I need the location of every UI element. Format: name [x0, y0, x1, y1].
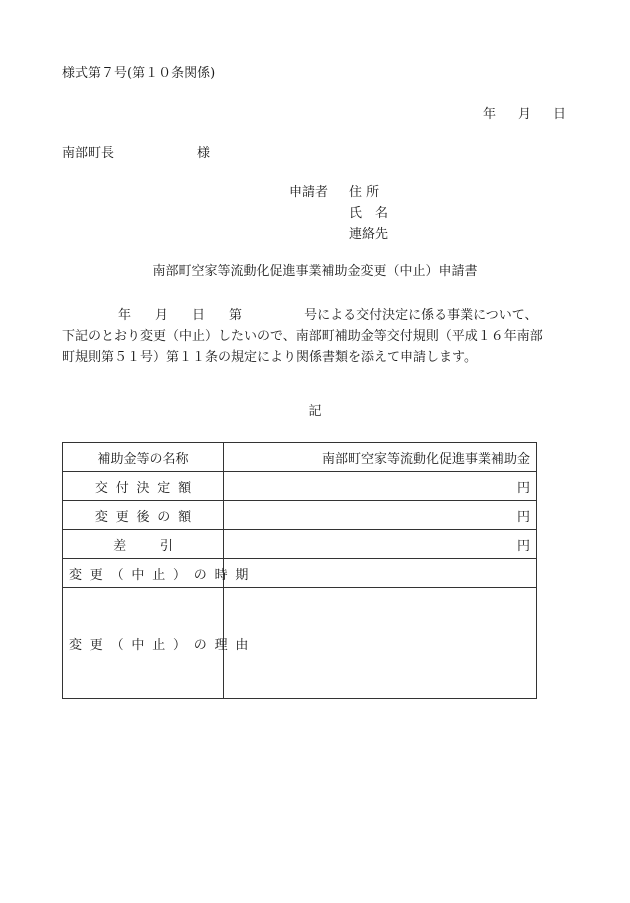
row-value-change-reason [224, 588, 537, 699]
details-table [62, 442, 537, 699]
date-line [483, 108, 566, 121]
addressee-honorific: 様 [197, 146, 211, 161]
date-month-label: 月 [517, 107, 531, 122]
table-row [63, 559, 537, 588]
body-line-3: 町規則第５１号）第１１条の規定により関係書類を添えて申請します。 [62, 350, 477, 365]
row-label-changed-amount-text: 変更後の額 [94, 509, 199, 525]
body-paragraph [62, 305, 572, 368]
date-day-label: 日 [552, 107, 566, 122]
name-label: 氏 名 [349, 206, 389, 221]
table-row [63, 472, 537, 501]
row-value-subsidy-name: 南部町空家等流動化促進事業補助金 [224, 443, 537, 472]
row-label-change-timing [63, 559, 257, 588]
applicant-label: 申請者 [289, 185, 329, 200]
row-label-difference [63, 530, 224, 559]
body-line-1 [62, 305, 572, 326]
row-value-changed-amount: 円 [224, 501, 537, 530]
form-number: 様式第７号(第１０条関係) [62, 66, 216, 81]
table-row [63, 501, 537, 530]
body-year-label: 年 [118, 308, 132, 323]
table-row [63, 443, 537, 472]
row-label-change-timing-text: 変更（中止）の時期 [69, 567, 257, 583]
row-label-change-reason-text: 変更（中止）の理由 [69, 637, 257, 653]
row-value-difference: 円 [224, 530, 537, 559]
body-day-label: 日 [192, 308, 206, 323]
date-year-label: 年 [482, 107, 496, 122]
document-title: 南部町空家等流動化促進事業補助金変更（中止）申請書 [152, 264, 478, 279]
table-row [63, 530, 537, 559]
contact-label: 連絡先 [349, 227, 389, 242]
body-dai-label: 第 [229, 308, 243, 323]
body-line-1-text: 号による交付決定に係る事業について、 [304, 308, 538, 323]
row-value-granted-amount: 円 [224, 472, 537, 501]
body-month-label: 月 [155, 308, 169, 323]
row-label-changed-amount [63, 501, 224, 530]
table-row [63, 588, 537, 699]
row-label-difference-text: 差引 [113, 538, 207, 554]
row-label-granted-amount-text: 交付決定額 [94, 480, 199, 496]
row-value-change-timing [224, 559, 537, 588]
address-label: 住 所 [349, 185, 380, 200]
row-label-subsidy-name: 補助金等の名称 [63, 443, 224, 472]
body-line-2: 下記のとおり変更（中止）したいので、南部町補助金等交付規則（平成１６年南部 [62, 329, 543, 344]
addressee-name: 南部町長 [62, 146, 115, 161]
row-label-granted-amount [63, 472, 224, 501]
ki-heading: 記 [308, 404, 322, 419]
row-label-change-reason [63, 588, 257, 699]
